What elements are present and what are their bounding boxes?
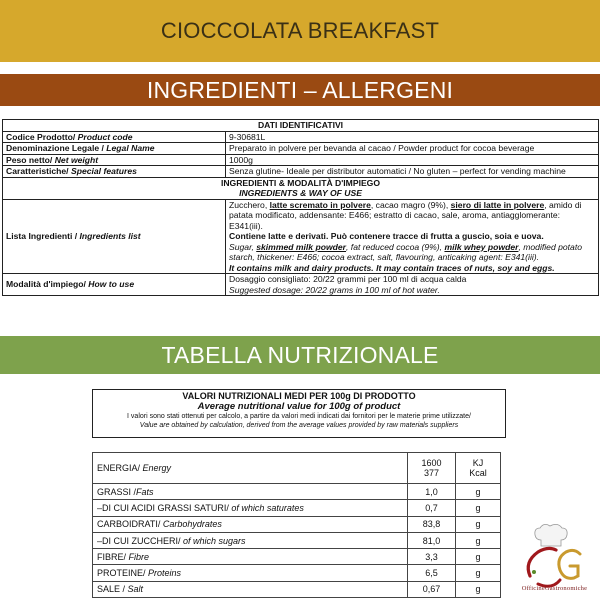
- table-row: [93, 484, 501, 500]
- net-weight-label: Peso netto/ Net weight: [3, 154, 226, 166]
- legal-name-value: Preparato in polvere per bevanda al cacao / Powder product for cocoa beverage: [226, 143, 599, 155]
- ingredients-list-value: Zucchero, latte scremato in polvere, cacao magro (9%), siero di latte in polvere, amido di patata modificato, addensante: E466; estratto di cacao, sale, aroma, antiagglomerante: E341(iii). Contiene latte e derivati. Può contenere tracce di frutta a guscio, soia e uova. Sugar, skimmed milk powder, fat reduced cocoa (9%), milk whey powder, modified potato starch, thickener: E466; cocoa extract, salt, flavouring, anticaking agent: E341(iii). It contains milk and dairy products. It may contain traces of nuts, soy and eggs.: [226, 199, 599, 274]
- nutrient-value: 1,0: [408, 484, 456, 500]
- table-row: [3, 154, 599, 166]
- table-row: [93, 581, 501, 597]
- table-row: [3, 199, 599, 274]
- nutrient-value: 0,7: [408, 500, 456, 516]
- nutrient-value: 6,5: [408, 565, 456, 581]
- nutrient-unit: g: [456, 500, 501, 516]
- nutrition-table: [92, 452, 501, 598]
- nutrient-unit: g: [456, 565, 501, 581]
- identification-header: DATI IDENTIFICATIVI: [3, 120, 599, 132]
- usage-value: Dosaggio consigliato: 20/22 grammi per 100 ml di acqua calda Suggested dosage: 20/22 grams in 100 ml of hot water.: [226, 274, 599, 296]
- nutrient-label: CARBOIDRATI/ Carbohydrates: [93, 516, 408, 532]
- nutrition-title-it: VALORI NUTRIZIONALI MEDI PER 100g DI PRODOTTO: [182, 391, 416, 401]
- product-code-value: 9-30681L: [226, 131, 599, 143]
- table-row: [3, 274, 599, 296]
- nutrient-label: GRASSI /Fats: [93, 484, 408, 500]
- title-band: [0, 0, 600, 62]
- nutrient-label: –DI CUI ACIDI GRASSI SATURI/ of which saturates: [93, 500, 408, 516]
- product-code-label: Codice Prodotto/ Product code: [3, 131, 226, 143]
- table-row: [93, 500, 501, 516]
- nutrient-value: 81,0: [408, 532, 456, 548]
- features-value: Senza glutine- Ideale per distributor automatici / No gluten – perfect for vending machine: [226, 166, 599, 178]
- table-row: [3, 143, 599, 155]
- table-row: [3, 177, 599, 199]
- usage-label: Modalità d'impiego/ How to use: [3, 274, 226, 296]
- energy-value: 1600 377: [408, 453, 456, 484]
- nutrient-unit: g: [456, 549, 501, 565]
- table-row: [3, 166, 599, 178]
- ingredients-band: [0, 74, 600, 106]
- nutrition-heading: TABELLA NUTRIZIONALE: [161, 341, 439, 368]
- energy-label: ENERGIA/ Energy: [93, 453, 408, 484]
- nutrient-label: SALE / Salt: [93, 581, 408, 597]
- nutrition-header-box: [92, 389, 506, 438]
- ingredients-usage-header: INGREDIENTI & MODALITÀ D'IMPIEGO INGREDIENTS & WAY OF USE: [3, 177, 599, 199]
- table-row: [93, 565, 501, 581]
- ingredients-heading: INGREDIENTI – ALLERGENI: [146, 76, 454, 103]
- product-title: CIOCCOLATA BREAKFAST: [160, 18, 440, 43]
- net-weight-value: 1000g: [226, 154, 599, 166]
- table-row: [3, 120, 599, 132]
- nutrient-unit: g: [456, 581, 501, 597]
- nutrient-unit: g: [456, 484, 501, 500]
- table-row: [3, 131, 599, 143]
- nutrition-note-en: Value are obtained by calculation, derived from the average values provided by raw materials suppliers: [139, 422, 459, 429]
- nutrient-unit: g: [456, 532, 501, 548]
- nutrient-value: 0,67: [408, 581, 456, 597]
- nutrient-unit: g: [456, 516, 501, 532]
- energy-unit: KJ Kcal: [456, 453, 501, 484]
- nutrient-label: PROTEINE/ Proteins: [93, 565, 408, 581]
- nutrient-label: FIBRE/ Fibre: [93, 549, 408, 565]
- ingredients-list-label: Lista Ingredienti / Ingredients list: [3, 199, 226, 274]
- features-label: Caratteristiche/ Special features: [3, 166, 226, 178]
- nutrition-note-it: I valori sono stati ottenuti per calcolo, a partire da valori medi indicati dai fornitori per le materie prime utilizzate/: [127, 413, 471, 420]
- nutrient-label: –DI CUI ZUCCHERI/ of which sugars: [93, 532, 408, 548]
- nutrition-title-en: Average nutritional value for 100g of product: [197, 400, 401, 412]
- nutrition-band: [0, 336, 600, 374]
- legal-name-label: Denominazione Legale / Legal Name: [3, 143, 226, 155]
- table-row: [93, 532, 501, 548]
- table-row: [93, 453, 501, 484]
- nutrient-value: 3,3: [408, 549, 456, 565]
- ingredients-table: [2, 119, 599, 296]
- brand-logo-text: OfficineGastronomiche: [521, 585, 588, 592]
- table-row: [93, 516, 501, 532]
- nutrient-value: 83,8: [408, 516, 456, 532]
- table-row: [93, 549, 501, 565]
